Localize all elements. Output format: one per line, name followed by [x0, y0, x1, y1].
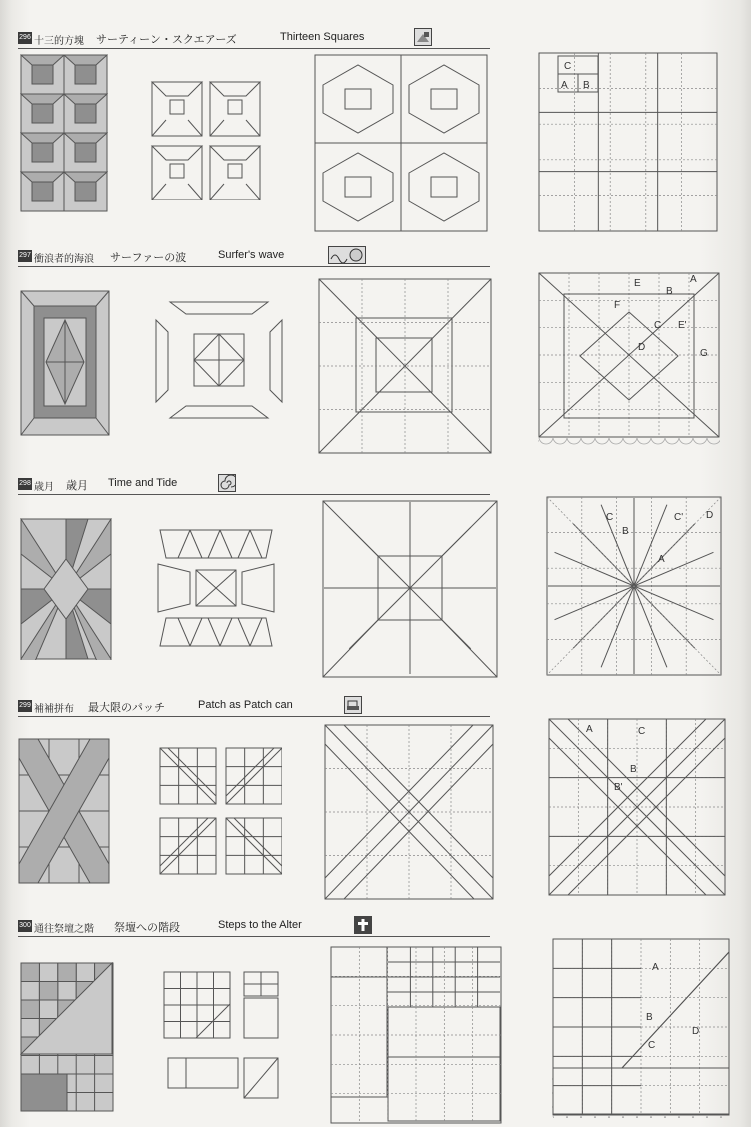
piece-label: B [646, 1012, 653, 1023]
block-sewn-image [330, 946, 502, 1124]
block-line [178, 618, 190, 646]
patch [345, 177, 371, 197]
japanese-title: 歳月 [66, 480, 88, 492]
patch [152, 82, 202, 96]
block-line [178, 530, 190, 558]
section-header [18, 916, 490, 937]
house-picture-icon [414, 28, 432, 46]
piece-label: D [706, 510, 714, 521]
piece-label: E' [678, 320, 687, 331]
patch [170, 164, 184, 178]
piece-label: E [634, 278, 641, 289]
pattern-number: 297 [18, 250, 32, 262]
patch [242, 564, 274, 612]
patch [622, 952, 729, 1068]
japanese-title: サーファーの波 [110, 252, 187, 264]
english-title: Thirteen Squares [280, 31, 365, 43]
patch [21, 963, 39, 982]
block-colored-image [18, 738, 110, 884]
block-pieces-image [158, 746, 282, 878]
patch [409, 65, 479, 133]
patch [156, 320, 168, 402]
pattern-section-thirteen-squares [18, 28, 730, 233]
piece-label: C [648, 1040, 656, 1051]
pattern-number: 298 [18, 478, 32, 490]
english-title: Patch as Patch can [198, 699, 293, 711]
block-line [208, 530, 220, 558]
wave-face-icon [328, 246, 366, 264]
block-line [349, 588, 410, 649]
piece-label: B' [614, 782, 623, 793]
block-sewn-image [314, 54, 488, 232]
block-colored-image [20, 518, 112, 660]
chinese-title: 歳月 [34, 482, 54, 493]
piece-label: B [630, 764, 637, 775]
pattern-section-surfers-wave [18, 246, 730, 456]
block-line [234, 818, 282, 866]
patch [75, 182, 96, 201]
block-line [168, 748, 216, 796]
patch [160, 618, 272, 646]
pattern-section-patch-as-patch-can [18, 696, 730, 906]
piece-label: A [586, 724, 593, 735]
patch [228, 164, 242, 178]
japanese-title: 祭壇への階段 [114, 922, 180, 934]
patch [32, 104, 53, 123]
pattern-number: 300 [18, 920, 32, 932]
patch [210, 82, 260, 96]
block-line [250, 618, 262, 646]
block-template-diagram [546, 496, 722, 676]
patch [345, 89, 371, 109]
block-template-diagram [548, 718, 726, 896]
section-header [18, 246, 490, 267]
patch [21, 1000, 39, 1019]
patch [75, 65, 96, 84]
english-title: Surfer's wave [218, 249, 285, 261]
block-sewn-image [324, 724, 494, 900]
patch [244, 998, 278, 1038]
cross-icon [354, 916, 372, 934]
patch [158, 564, 190, 612]
patch [160, 530, 272, 558]
section-header [18, 696, 490, 717]
piece-label: D [692, 1026, 700, 1037]
patch [323, 153, 393, 221]
piece-label: B [583, 80, 590, 91]
block-line [152, 120, 166, 136]
patch [39, 982, 57, 1001]
patch [152, 146, 202, 160]
pattern-number: 299 [18, 700, 32, 712]
piece-label: C' [674, 512, 684, 523]
patch [32, 182, 53, 201]
block-line [410, 527, 471, 588]
block-line [190, 618, 202, 646]
patch [75, 143, 96, 162]
block-sewn-image [318, 278, 492, 454]
block-line [152, 184, 166, 200]
block-colored-image [20, 290, 110, 436]
chinese-title: 通往祭壇之階 [34, 924, 94, 935]
patch [170, 406, 268, 418]
patch [409, 153, 479, 221]
block-line [226, 818, 282, 874]
block-line [160, 818, 208, 866]
block-line [244, 1058, 278, 1098]
patch [75, 104, 96, 123]
piece-label: G [700, 348, 708, 359]
block-line [410, 588, 471, 649]
block-sewn-image [322, 500, 498, 678]
block-template-diagram [538, 52, 720, 232]
block-line [220, 618, 232, 646]
block-line [246, 184, 260, 200]
patch [170, 302, 268, 314]
block-line [210, 184, 224, 200]
patch [168, 1058, 238, 1088]
patch [431, 177, 457, 197]
piece-label: A [561, 80, 568, 91]
block-line [250, 530, 262, 558]
block-line [238, 618, 250, 646]
chinese-title: 衝浪者的海浪 [34, 254, 94, 265]
piece-label: F [614, 300, 621, 311]
patch [32, 65, 53, 84]
piece-label: A [652, 962, 659, 973]
patch [431, 89, 457, 109]
piece-label: A [690, 274, 697, 285]
block-line [238, 530, 250, 558]
pattern-number: 296 [18, 32, 32, 44]
chinese-title: 十三的方塊 [34, 36, 84, 47]
patch [323, 65, 393, 133]
english-title: Time and Tide [108, 477, 178, 489]
pattern-section-time-and-tide [18, 474, 730, 684]
block-line [210, 120, 224, 136]
piece-label: B [622, 526, 629, 537]
block-pieces-image [150, 80, 262, 200]
block-line [226, 748, 274, 796]
piece-label: B [666, 286, 673, 297]
section-header [18, 28, 490, 49]
section-header [18, 474, 490, 495]
patch [210, 146, 260, 160]
block-colored-image [20, 962, 114, 1112]
scallop-edge [552, 939, 732, 1118]
piece-label: A [658, 554, 665, 565]
block-line [160, 818, 216, 874]
spiral-icon [218, 474, 236, 492]
patch [170, 100, 184, 114]
block-template-diagram [552, 938, 732, 1118]
block-pieces-image [152, 298, 286, 422]
sewing-machine-icon [344, 696, 362, 714]
block-pieces-image [162, 970, 288, 1110]
pattern-section-steps-to-the-alter [18, 916, 730, 1126]
japanese-title: 最大限のパッチ [88, 702, 165, 714]
block-line [188, 120, 202, 136]
block-pieces-image [156, 522, 276, 654]
piece-label: C [564, 61, 572, 72]
piece-label: C [654, 320, 662, 331]
block-line [188, 184, 202, 200]
block-template-diagram [538, 272, 720, 456]
block-line [226, 748, 282, 804]
block-colored-image [20, 54, 108, 212]
block-line [246, 120, 260, 136]
patch [228, 100, 242, 114]
english-title: Steps to the Alter [218, 919, 302, 931]
patch [21, 1074, 67, 1111]
chinese-title: 補補拼布 [34, 704, 74, 715]
patch [58, 963, 76, 982]
block-line [160, 748, 216, 804]
patch [32, 143, 53, 162]
piece-label: C [638, 726, 646, 737]
block-line [208, 618, 220, 646]
piece-label: C [606, 512, 614, 523]
japanese-title: サーティーン・スクエアーズ [96, 34, 237, 46]
block-line [190, 530, 202, 558]
block-line [349, 527, 410, 588]
block-line [220, 530, 232, 558]
patch [270, 320, 282, 402]
piece-label: D [638, 342, 646, 353]
